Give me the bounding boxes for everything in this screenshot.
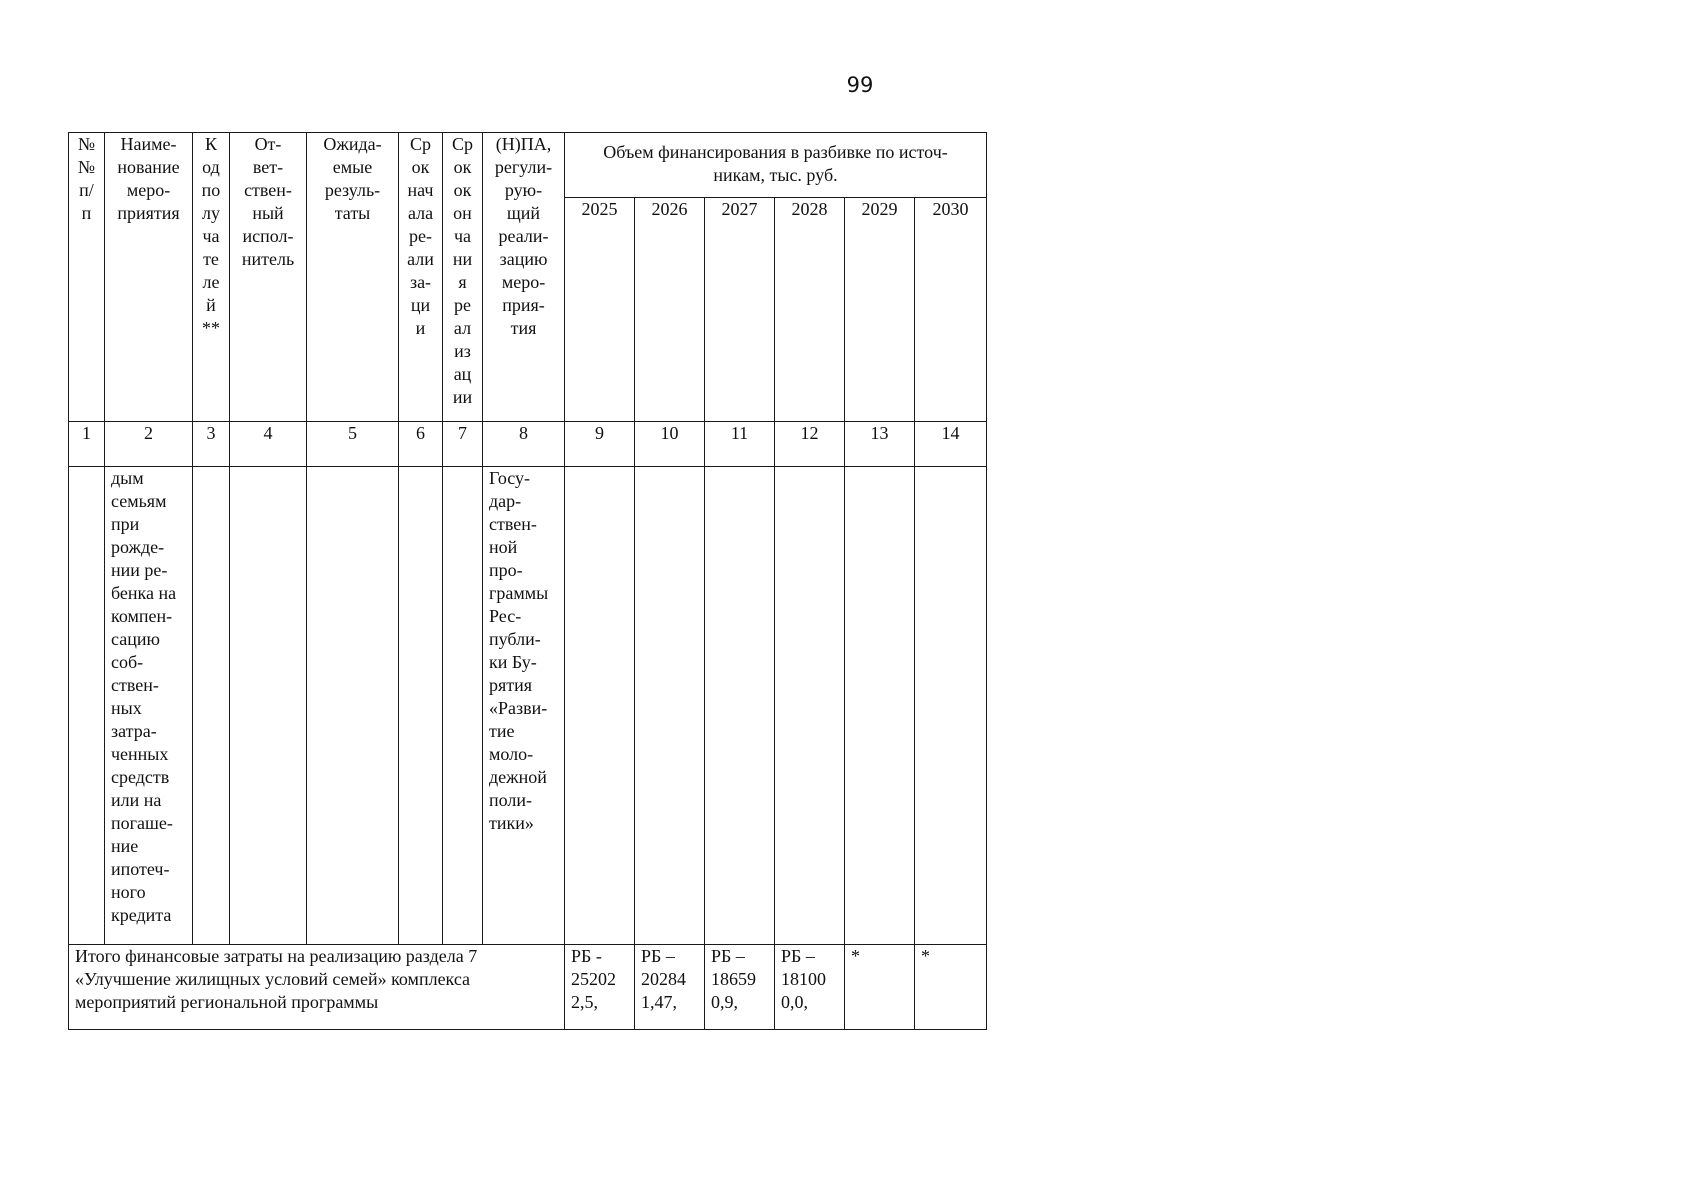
financing-table [68,132,987,1030]
year-2030-cell: 2030 [915,198,987,422]
total-row [69,945,987,1030]
total-2026-cell: РБ – 20284 1,47, [635,945,705,1030]
row-end-date-cell [443,467,483,945]
row-responsible-cell [230,467,307,945]
column-number: 9 [565,422,635,467]
row-recipient-code-cell [193,467,230,945]
column-number: 6 [399,422,443,467]
column-number: 14 [915,422,987,467]
column-number-row [69,422,987,467]
column-number: 4 [230,422,307,467]
header-start-date-cell: Ср ок нач ала ре- али за- ци и [399,133,443,422]
row-2027-cell [705,467,775,945]
row-number-cell [69,467,105,945]
total-2029-cell: * [845,945,915,1030]
column-number: 13 [845,422,915,467]
total-2027-cell: РБ – 18659 0,9, [705,945,775,1030]
header-row [69,133,987,198]
column-number: 2 [105,422,193,467]
row-npa-cell: Госу- дар- ствен- ной про- граммы Рес- публи- ки Бу- рятия «Разви- тие моло- дежной поли- тики» [483,467,565,945]
row-2029-cell [845,467,915,945]
total-2030-cell: * [915,945,987,1030]
header-recipient-code-cell: К од по лу ча те ле й ** [193,133,230,422]
header-responsible-cell: От- вет- ствен- ный испол- нитель [230,133,307,422]
row-2026-cell [635,467,705,945]
total-label-cell: Итого финансовые затраты на реализацию раздела 7 «Улучшение жилищных условий семей» комплекса мероприятий региональной программы [69,945,565,1030]
header-expected-results-cell: Ожида- емые резуль- таты [307,133,399,422]
column-number: 8 [483,422,565,467]
year-2028-cell: 2028 [775,198,845,422]
year-2026-cell: 2026 [635,198,705,422]
row-2028-cell [775,467,845,945]
header-number-cell: № № п/ п [69,133,105,422]
column-number: 1 [69,422,105,467]
total-2028-cell: РБ – 18100 0,0, [775,945,845,1030]
row-start-date-cell [399,467,443,945]
header-financing-cell: Объем финансирования в разбивке по источ- никам, тыс. руб. [565,133,987,198]
column-number: 10 [635,422,705,467]
header-end-date-cell: Ср ок ок он ча ни я ре ал из ац ии [443,133,483,422]
row-2025-cell [565,467,635,945]
header-name-cell: Наиме- нование меро- приятия [105,133,193,422]
column-number: 11 [705,422,775,467]
year-2029-cell: 2029 [845,198,915,422]
header-npa-cell: (Н)ПА, регули- рую- щий реали- зацию меро- прия- тия [483,133,565,422]
column-number: 5 [307,422,399,467]
year-2027-cell: 2027 [705,198,775,422]
total-2025-cell: РБ - 25202 2,5, [565,945,635,1030]
row-name-cell: дым семьям при рожде- нии ре- бенка на компен- сацию соб- ствен- ных затра- ченных средств или на погаше- ние ипотеч- ного кредита [105,467,193,945]
column-number: 7 [443,422,483,467]
column-number: 12 [775,422,845,467]
page-number: 99 [846,73,874,97]
year-2025-cell: 2025 [565,198,635,422]
column-number: 3 [193,422,230,467]
row-expected-results-cell [307,467,399,945]
row-2030-cell [915,467,987,945]
table-row [69,467,987,945]
